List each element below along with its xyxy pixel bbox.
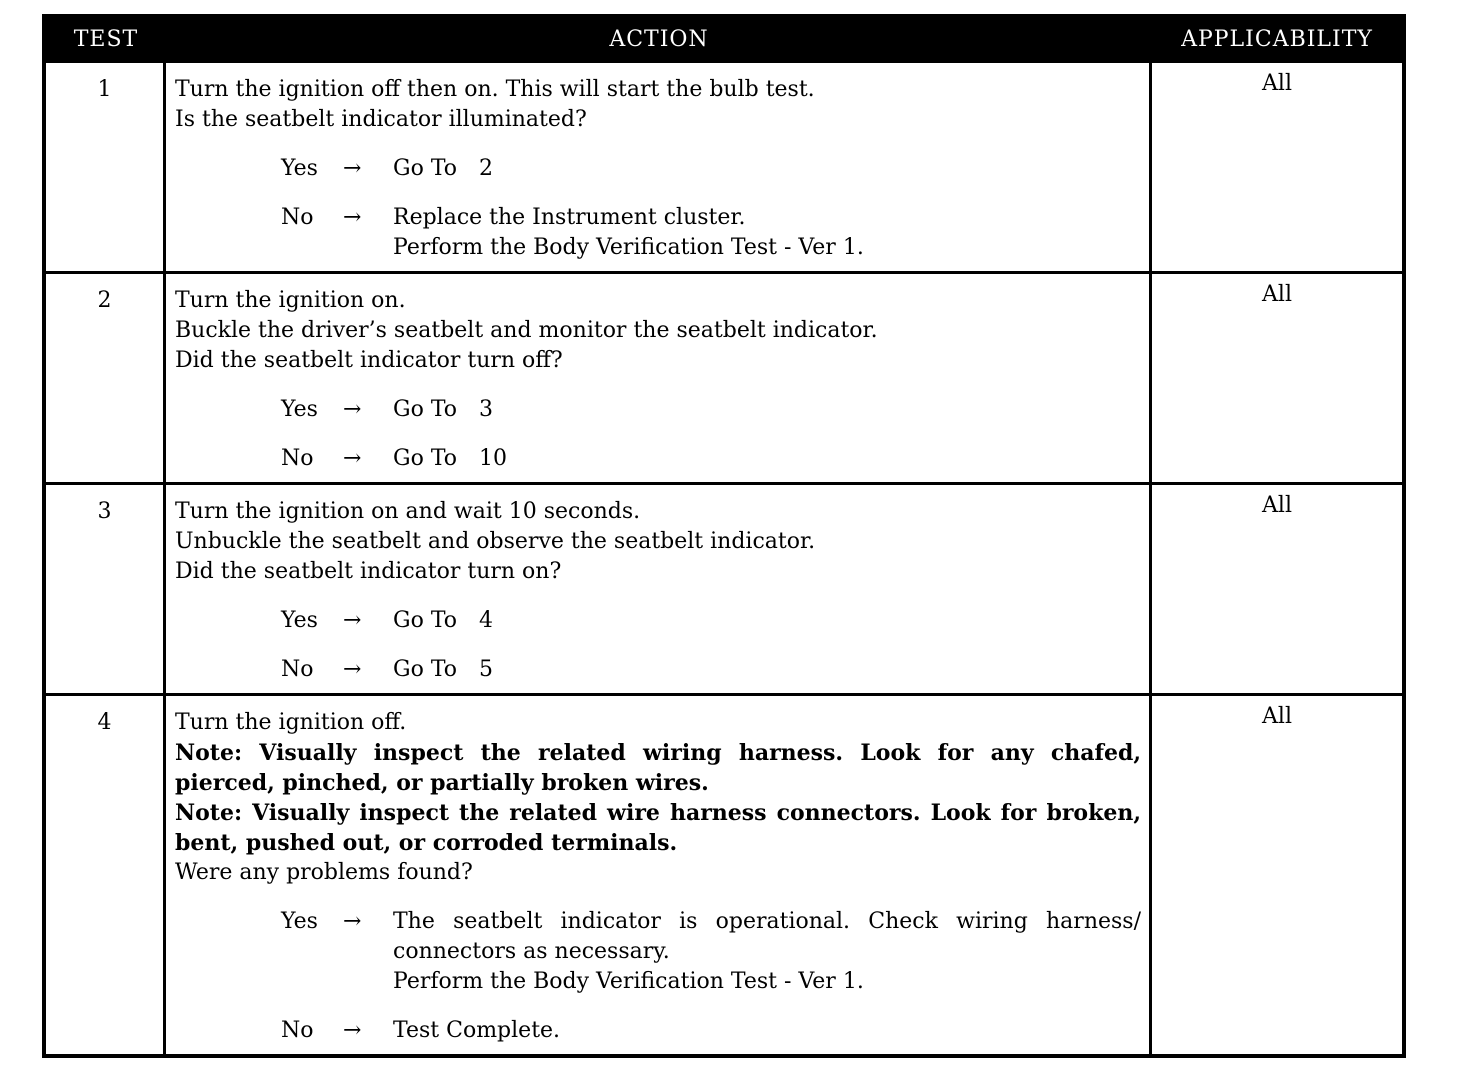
yes-text: The seatbelt indicator is operational. Check wiring harness/ connectors as necessary. [393, 909, 1141, 964]
arrow-icon: → [343, 205, 362, 230]
action-line: Is the seatbelt indicator illuminated? [175, 107, 587, 132]
action-cell [166, 63, 1152, 271]
applicability: All [1262, 704, 1292, 729]
diagnostic-test-table [42, 14, 1406, 1058]
yes-option [281, 606, 1141, 636]
action-line: Were any problems found? [175, 860, 473, 885]
arrow-icon: → [343, 1018, 362, 1043]
no-label: No [281, 446, 314, 471]
goto-target: 4 [479, 608, 494, 633]
no-text: Perform the Body Verification Test - Ver 1. [393, 235, 864, 260]
test-number: 4 [46, 696, 166, 1054]
arrow-icon: → [343, 909, 362, 934]
options [281, 154, 1141, 263]
applicability: All [1262, 71, 1292, 96]
connector-note: Note: Visually inspect the related wire harness connectors. Look for broken, bent, pushed out, or corroded terminals. [175, 800, 1141, 856]
action-line: Turn the ignition on. [175, 288, 406, 313]
header-action: ACTION [609, 26, 709, 52]
goto-target: 3 [479, 397, 494, 422]
applicability: All [1262, 282, 1292, 307]
no-label: No [281, 1018, 314, 1043]
no-label: No [281, 205, 314, 230]
no-option [281, 444, 1141, 474]
arrow-icon: → [343, 156, 362, 181]
action-line: Unbuckle the seatbelt and observe the seatbelt indicator. [175, 529, 816, 554]
goto-label: Go To [393, 446, 458, 471]
table-header [46, 18, 1402, 60]
test-number: 3 [46, 485, 166, 693]
arrow-icon: → [343, 397, 362, 422]
no-option [281, 1016, 1141, 1046]
action-line: Turn the ignition off. [175, 710, 407, 735]
action-line: Did the seatbelt indicator turn off? [175, 348, 563, 373]
goto-label: Go To [393, 608, 458, 633]
yes-option [281, 907, 1141, 997]
yes-label: Yes [281, 608, 318, 633]
wiring-note: Note: Visually inspect the related wiring harness. Look for any chafed, pierced, pinched, or partially broken wires. [175, 740, 1141, 796]
goto-label: Go To [393, 657, 458, 682]
test-number: 2 [46, 274, 166, 482]
action-cell [166, 696, 1152, 1054]
table-row [46, 271, 1402, 482]
action-line: Did the seatbelt indicator turn on? [175, 559, 562, 584]
header-applicability: APPLICABILITY [1181, 26, 1373, 52]
yes-text: Perform the Body Verification Test - Ver 1. [393, 969, 864, 994]
arrow-icon: → [343, 446, 362, 471]
goto-label: Go To [393, 397, 458, 422]
action-line: Buckle the driver’s seatbelt and monitor the seatbelt indicator. [175, 318, 878, 343]
table-row [46, 60, 1402, 271]
goto-target: 10 [479, 446, 508, 471]
applicability: All [1262, 493, 1292, 518]
yes-label: Yes [281, 909, 318, 934]
action-line: Turn the ignition off then on. This will start the bulb test. [175, 77, 815, 102]
goto-target: 5 [479, 657, 494, 682]
options [281, 907, 1141, 1046]
no-option [281, 203, 1141, 263]
yes-label: Yes [281, 397, 318, 422]
no-text: Test Complete. [393, 1018, 561, 1043]
action-cell [166, 485, 1152, 693]
yes-option [281, 395, 1141, 425]
header-test: TEST [73, 26, 139, 52]
action-cell [166, 274, 1152, 482]
goto-label: Go To [393, 156, 458, 181]
action-line: Turn the ignition on and wait 10 seconds. [175, 499, 641, 524]
options [281, 395, 1141, 474]
arrow-icon: → [343, 608, 362, 633]
arrow-icon: → [343, 657, 362, 682]
no-text: Replace the Instrument cluster. [393, 205, 746, 230]
options [281, 606, 1141, 685]
no-label: No [281, 657, 314, 682]
no-option [281, 655, 1141, 685]
table-row [46, 693, 1402, 1054]
yes-label: Yes [281, 156, 318, 181]
test-number: 1 [46, 63, 166, 271]
table-row [46, 482, 1402, 693]
goto-target: 2 [479, 156, 494, 181]
yes-option [281, 154, 1141, 184]
